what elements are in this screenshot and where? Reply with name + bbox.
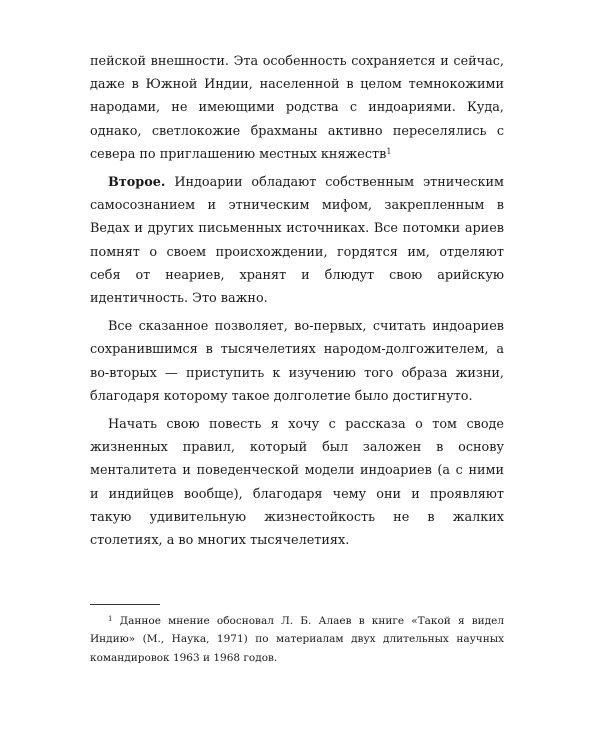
footnote-number: 1 [108, 615, 113, 623]
paragraph-1 [90, 50, 504, 166]
paragraph-1-text: пейской внешности. Эта особенность сохраняется и сейчас, даже в Южной Индии, населенной в целом темнокожими народами, не имеющими родства с индоариями. Куда, однако, светлокожие брахманы активно переселялись с севера по приглашению местных княжеств [90, 54, 504, 162]
paragraph-2 [90, 171, 504, 310]
footnote-reference[interactable]: 1 [386, 146, 392, 156]
paragraph-3: Все сказанное позволяет, во-первых, считать индоариев сохранившимся в тысячелетиях народом-долгожителем, а во-вторых — приступить к изучению того образа жизни, благодаря которому такое долголетие было достигнуто. [90, 319, 504, 404]
footnote-text: Данное мнение обосновал Л. Б. Алаев в книге «Такой я видел Индию» (М., Наука, 1971) по материалам двух длительных научных командировок 1963 и 1968 годов. [90, 615, 504, 664]
paragraph-2-text: Индоарии обладают собственным этническим самосознанием и этническим мифом, закрепленным в Ведах и других письменных источниках. Все потомки ариев помнят о своем происхождении, гордятся им, отделяют себя от неариев, хранят и блюдут свою арийскую идентичность. Это важно. [90, 175, 504, 307]
footnote [90, 612, 504, 667]
footnote-divider [90, 604, 160, 605]
paragraph-2-lead: Второе. [108, 175, 166, 191]
main-text [90, 50, 504, 552]
paragraph-4: Начать свою повесть я хочу с рассказа о том своде жизненных правил, который был заложен в основу менталитета и поведенческой модели индоариев (а с ними и индийцев вообще), благодаря чему они и проявляют такую удивительную жизнестойкость не в жалких столетиях, а во многих тысячелетиях. [90, 417, 504, 549]
